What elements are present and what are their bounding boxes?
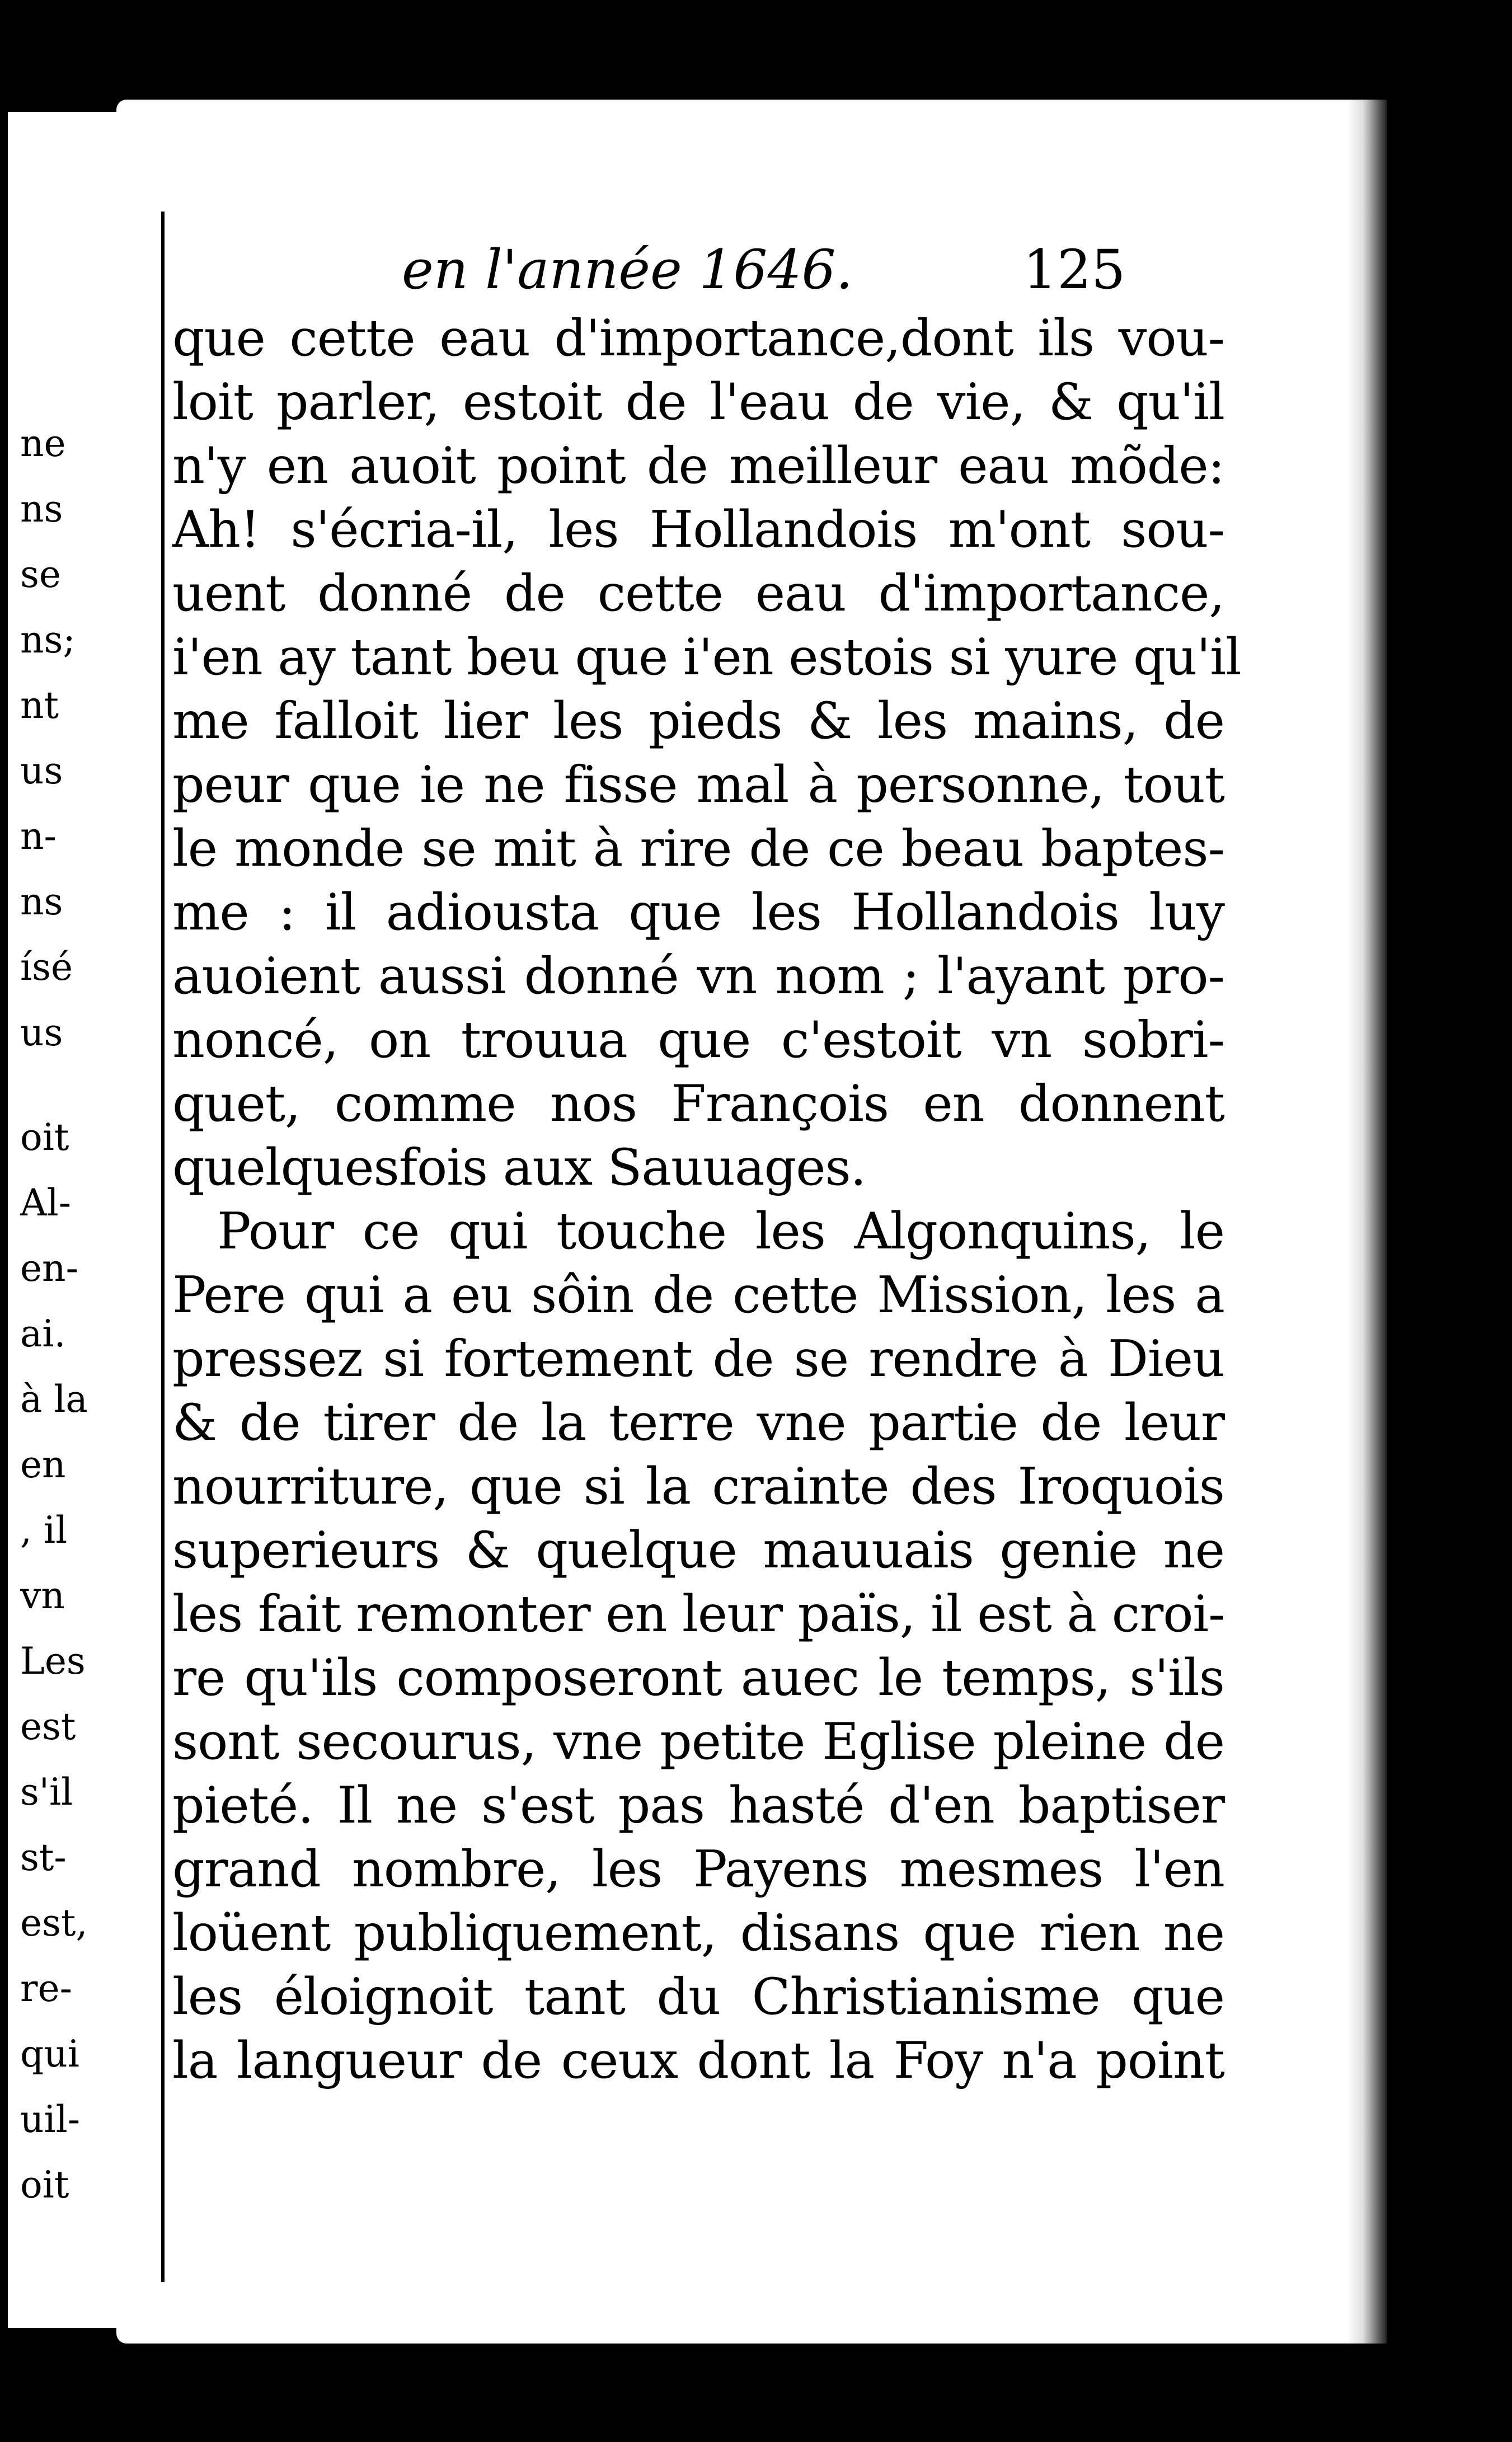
running-head	[116, 238, 1387, 306]
left-page-fragment: ns;	[20, 618, 76, 661]
book-page	[116, 100, 1387, 2344]
text-line: Ah! s'écria-il, les Hollandois m'ont sou-	[172, 500, 1224, 559]
left-page-fragment: oit	[20, 1116, 69, 1159]
text-line: i'en ay tant beu que i'en estois si yure qu'il	[172, 628, 1241, 687]
text-line: n'y en auoit point de meilleur eau mõde:	[172, 436, 1224, 495]
left-page-fragment: qui	[20, 2032, 79, 2075]
text-line: la langueur de ceux dont la Foy n'a point	[172, 2031, 1224, 2090]
page-gutter	[161, 212, 165, 2282]
text-line: loüent publiquement, disans que rien ne	[172, 1904, 1224, 1962]
text-line: Pour ce qui touche les Algonquins, le	[217, 1202, 1224, 1261]
text-line: sont secourus, vne petite Eglise pleine de	[172, 1712, 1224, 1771]
left-page-fragment: en	[20, 1443, 66, 1486]
page-number: 125	[1023, 238, 1126, 301]
left-page-fragment: en-	[20, 1247, 78, 1290]
left-page-fragment: ai.	[20, 1312, 66, 1355]
text-line: & de tirer de la terre vne partie de leur	[172, 1393, 1224, 1452]
left-page-fragment: ne	[20, 422, 66, 465]
text-line: noncé, on trouua que c'estoit vn sobri-	[172, 1011, 1224, 1069]
left-page-fragment: ísé	[20, 946, 73, 989]
left-page-fragment: ns	[20, 487, 63, 530]
text-line: uent donné de cette eau d'importance,	[172, 564, 1224, 623]
text-line: que cette eau d'importance,dont ils vou-	[172, 309, 1224, 368]
text-line: pressez si fortement de se rendre à Dieu	[172, 1330, 1224, 1388]
left-page-fragment: se	[20, 553, 61, 596]
text-line: grand nombre, les Payens mesmes l'en	[172, 1840, 1224, 1899]
text-line: les fait remonter en leur païs, il est à croi-	[172, 1585, 1225, 1643]
paragraph	[172, 1200, 1224, 2093]
text-line: le monde se mit à rire de ce beau baptes-	[172, 819, 1224, 878]
text-line: re qu'ils composeront auec le temps, s'ils	[172, 1649, 1224, 1707]
paragraph	[172, 307, 1241, 1200]
left-page-fragment: Al-	[20, 1181, 72, 1224]
text-line: me falloit lier les pieds & les mains, de	[172, 692, 1224, 750]
text-line: quelquesfois aux Sauuages.	[172, 1138, 866, 1197]
page-edge-shadow	[1347, 100, 1387, 2344]
left-page-fragment: re-	[20, 1967, 72, 2010]
left-page-fragment: uil-	[20, 2098, 81, 2141]
left-page-fragment: us	[20, 1011, 63, 1054]
left-page-fragment: n-	[20, 815, 57, 858]
left-page-fragment: Les	[20, 1640, 86, 1683]
running-head-title: en l'année 1646.	[402, 238, 853, 301]
text-line: auoient aussi donné vn nom ; l'ayant pro-	[172, 947, 1224, 1006]
left-page-fragment: , il	[20, 1509, 68, 1552]
body-text	[172, 307, 1241, 2093]
left-page-fragment: us	[20, 749, 63, 792]
left-page-fragment: ns	[20, 880, 63, 923]
text-line: les éloignoit tant du Christianisme que	[172, 1967, 1224, 2026]
left-page-fragment: s'il	[20, 1771, 73, 1814]
text-line: superieurs & quelque mauuais genie ne	[172, 1521, 1224, 1580]
text-line: nourriture, que si la crainte des Iroquois	[172, 1457, 1224, 1516]
left-page-fragment: est	[20, 1705, 76, 1748]
left-page-fragment: st-	[20, 1836, 67, 1879]
left-page-fragment: vn	[20, 1574, 65, 1617]
left-page-fragment: nt	[20, 684, 59, 727]
text-line: me : il adiousta que les Hollandois luy	[172, 883, 1224, 942]
text-line: Pere qui a eu sôin de cette Mission, les a	[172, 1266, 1224, 1325]
text-line: peur que ie ne fisse mal à personne, tout	[172, 755, 1224, 814]
text-line: pieté. Il ne s'est pas hasté d'en baptiser	[172, 1776, 1224, 1835]
text-line: loit parler, estoit de l'eau de vie, & qu'il	[172, 373, 1224, 431]
left-page-fragment: à la	[20, 1378, 88, 1421]
left-page-fragment: est,	[20, 1901, 88, 1945]
text-line: quet, comme nos François en donnent	[172, 1074, 1224, 1133]
left-page-fragment: oit	[20, 2163, 69, 2206]
